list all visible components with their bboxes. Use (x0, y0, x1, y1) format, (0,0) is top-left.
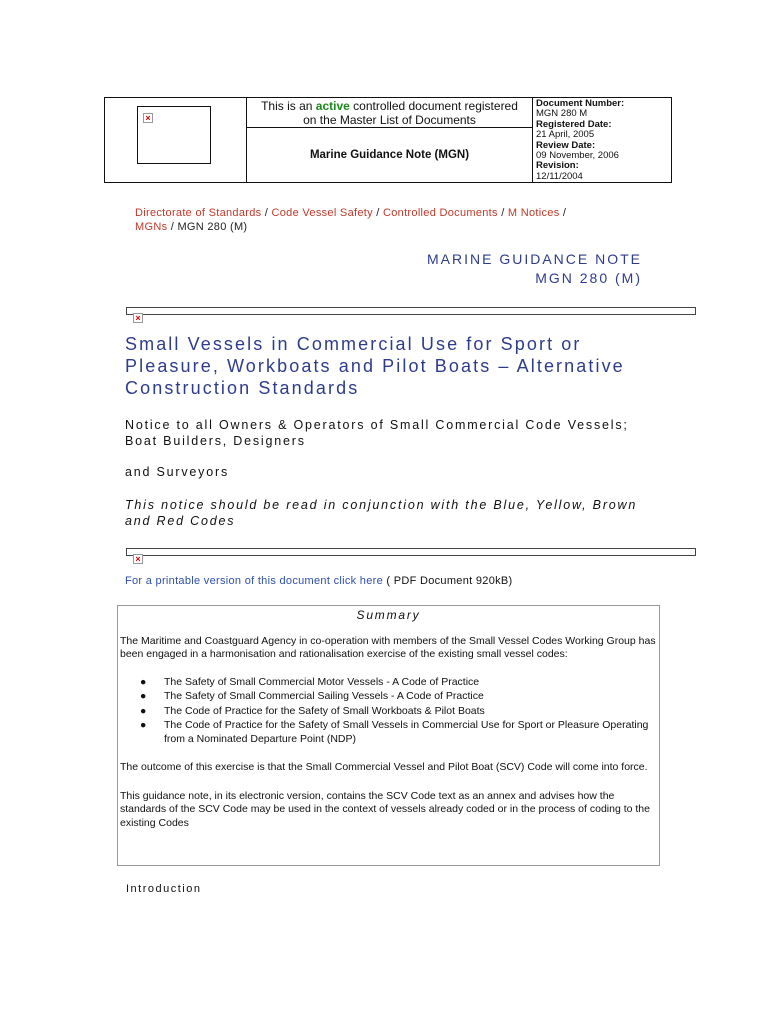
summary-paragraph: The outcome of this exercise is that the Small Commercial Vessel and Pilot Boat (SCV) Code will come into force. (120, 761, 648, 773)
broken-image-icon: × (133, 313, 143, 323)
section-heading-introduction: Introduction (126, 883, 202, 895)
revision-value: 12/11/2004 (536, 170, 583, 182)
controlled-notice (247, 98, 532, 128)
breadcrumb-link[interactable]: M Notices (507, 207, 560, 219)
bullet-icon: ● (140, 690, 147, 702)
breadcrumb-link[interactable]: MGNs (135, 221, 168, 233)
printable-size: ( PDF Document 920kB) (383, 575, 513, 587)
controlled-prefix: This is an (261, 99, 316, 113)
breadcrumb-link[interactable]: Directorate of Standards (135, 207, 262, 219)
breadcrumb-separator: / (376, 207, 380, 219)
doc-number: MGN 280 M (536, 108, 588, 120)
breadcrumb-separator: / (562, 207, 567, 219)
breadcrumb-link[interactable]: Code Vessel Safety (271, 207, 373, 219)
list-item-text: The Safety of Small Commercial Sailing Vessels - A Code of Practice (164, 690, 484, 702)
breadcrumb-separator: / (170, 221, 175, 233)
summary-paragraph: This guidance note, in its electronic version, contains the SCV Code text as an annex and advises how the standards of the SCV Code may be used in the context of vessels already coded or in the process of coding to the existing Codes (120, 789, 650, 829)
breadcrumb-separator: / (264, 207, 269, 219)
page-title: Small Vessels in Commercial Use for Sport or Pleasure, Workboats and Pilot Boats – Alternative Construction Standards (125, 334, 625, 398)
logo-placeholder (137, 106, 211, 164)
list-item (118, 690, 659, 704)
controlled-suffix: controlled document registered (349, 99, 518, 113)
registered-label: Registered Date: (536, 118, 612, 130)
printable-link[interactable]: For a printable version of this document click here (125, 575, 384, 587)
divider-image (126, 548, 696, 564)
notice-surveyors: and Surveyors (125, 465, 229, 479)
bullet-icon: ● (140, 675, 147, 688)
breadcrumb-separator: / (501, 207, 505, 219)
document-control-table (104, 97, 672, 183)
breadcrumb (135, 206, 615, 234)
mgn-heading (380, 250, 642, 288)
bullet-icon: ● (140, 704, 147, 717)
review-label: Review Date: (536, 139, 596, 151)
list-item (118, 719, 659, 746)
breadcrumb-current: MGN 280 (M) (177, 221, 248, 233)
registered-date: 21 April, 2005 (536, 129, 595, 141)
revision-label: Revision: (536, 160, 579, 172)
broken-image-icon: × (143, 113, 153, 123)
broken-image-icon: × (133, 554, 143, 564)
list-item-text: The Code of Practice for the Safety of Small Vessels in Commercial Use for Sport or Pleasure Operating from a Nominated Departure Point (NDP) (164, 719, 649, 745)
logo-cell (105, 98, 247, 182)
review-date: 09 November, 2006 (536, 150, 619, 162)
summary-box (117, 605, 660, 866)
doc-number-label: Document Number: (536, 98, 625, 109)
list-item (118, 705, 659, 719)
document-meta (533, 98, 671, 182)
read-with-note: This notice should be read in conjunction with the Blue, Yellow, Brown and Red Codes (125, 498, 638, 528)
mgn-heading-line1: MARINE GUIDANCE NOTE (426, 251, 642, 267)
status-cell (247, 98, 533, 182)
document-type: Marine Guidance Note (MGN) (309, 149, 470, 161)
list-item (118, 676, 659, 690)
controlled-line2: on the Master List of Documents (303, 113, 476, 127)
summary-heading: Summary (356, 608, 421, 622)
list-item-text: The Safety of Small Commercial Motor Vessels - A Code of Practice (164, 675, 480, 688)
list-item-text: The Code of Practice for the Safety of Small Workboats & Pilot Boats (164, 704, 485, 717)
code-list (118, 676, 659, 747)
mgn-heading-line2: MGN 280 (M) (535, 270, 642, 286)
bullet-icon: ● (140, 719, 147, 731)
divider-image (126, 307, 696, 323)
active-label: active (315, 99, 350, 113)
breadcrumb-link[interactable]: Controlled Documents (383, 207, 498, 219)
notice-audience: Notice to all Owners & Operators of Small Commercial Code Vessels; Boat Builders, Designers (125, 418, 629, 448)
summary-paragraph: The Maritime and Coastguard Agency in co-operation with members of the Small Vessel Codes Working Group has been engaged in a harmonisation and rationalisation exercise of the existing small vessel codes: (120, 634, 656, 660)
printable-version (125, 575, 513, 587)
